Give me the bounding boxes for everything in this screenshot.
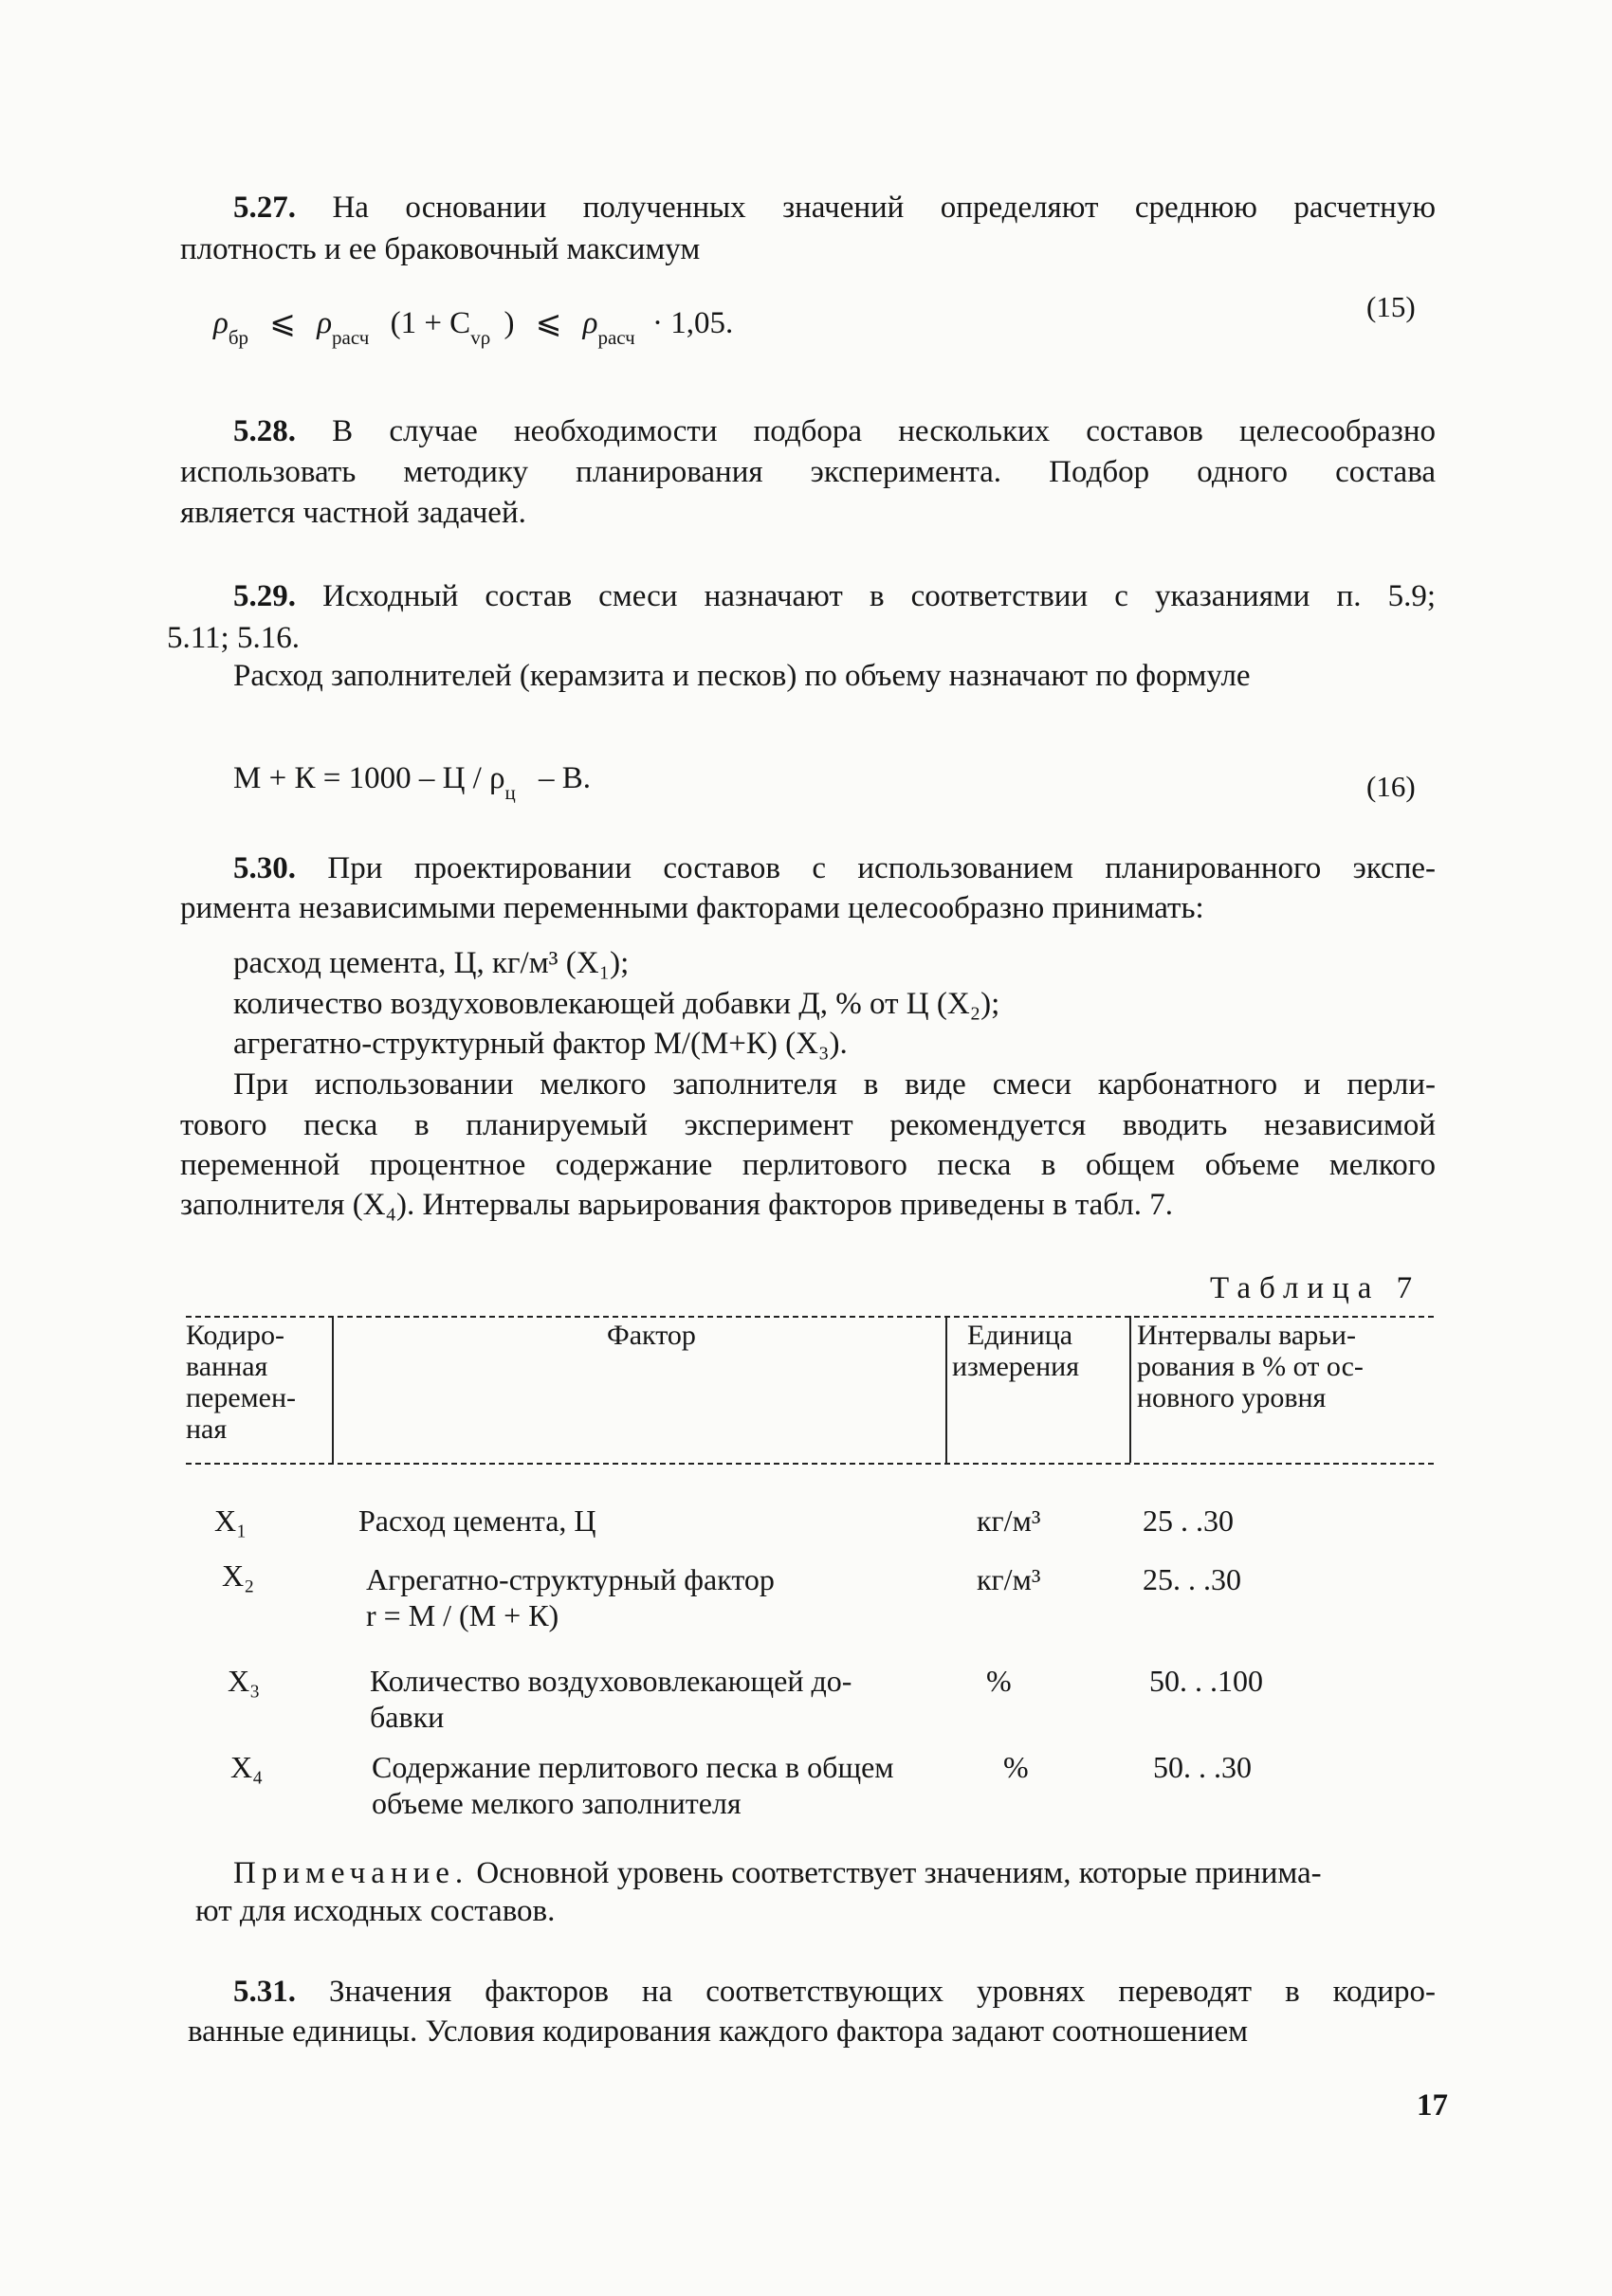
paragraph-5-27-line-2: плотность и ее браковочный максимум [180,232,701,266]
equation-15: $\rho_{бр}$ ⩽ $\rho_{расч}$ ($1 + C_{v\rho}$ ) ⩽ $\rho_{расч} \cdot 1,05$. [213,306,734,349]
paragraph-5-28-line-2: использовать методику планирования эксперимента. Подбор одного состава [180,455,1436,489]
paragraph-5-29-line-3: Расход заполнителей (керамзита и песков) по объему назначают по формуле [233,659,1251,693]
table-note-line-2: ют для исходных составов. [195,1894,556,1928]
paragraph-5-30-line-4: тового песка в планируемый эксперимент рекомендуется вводить независимой [180,1108,1436,1142]
table-header-rule [186,1463,1434,1465]
paragraph-5-29-line-2: 5.11; 5.16. [167,621,300,655]
table-caption: Таблица 7 [1210,1271,1421,1305]
equation-16-number: (16) [1366,770,1416,803]
paragraph-5-31-line-2: ванные единицы. Условия кодирования каждого фактора задают соотношением [188,2014,1249,2049]
factor-list-item-3: агрегатно-структурный фактор М/(М+К) (X₃). [233,1027,848,1061]
paragraph-5-31-line-1: 5.31. Значения факторов на соответствующих уровнях переводят в кодиро- [233,1975,1437,2009]
paragraph-5-30-line-1: 5.30. При проектировании составов с использованием планированного экспе- [233,851,1437,885]
table-top-rule [186,1316,1434,1318]
factor-list-item-2: количество воздухововлекающей добавки Д, % от Ц (X₂); [233,987,1000,1021]
equation-16: $М + К = 1000 - Ц / \rho_ц - В$. [233,761,592,804]
table-divider-1 [332,1316,334,1463]
paragraph-5-30-line-2: римента независимыми переменными факторами целесообразно принимать: [180,891,1204,925]
paragraph-5-27-line-1 [233,188,1436,228]
table-divider-2 [945,1316,947,1463]
paragraph-5-28-line-1: 5.28. В случае необходимости подбора нескольких составов целесообразно [233,414,1436,448]
document-page: 5.27. На основании полученных значений определяют среднюю расчетную плотность и ее браковочный максимум $\rho_{бр}$ ⩽ $\rho_{расч}$ ($1 + C_{v\rho}$ ) ⩽ $\rho_{расч} \cdot 1,05$. (15) 5.28. В случае необходимости подбора нескольких составов целесообразно использовать методику планирования эксперимента. Подбор одного состава является частной задачей. 5.29. Исходный состав смеси назначают в соответствии с указаниями п. 5.9; 5.11; 5.16. Расход заполнителей (керамзита и песков) по объему назначают по формуле $М + К = 1000 - Ц / \rho_ц - В$. (16) 5.30. При проектировании составов с использованием планированного экспе- римента независимыми переменными факторами целесообразно принимать: расход цемента, Ц, кг/м³ (X₁); количество воздухововлекающей добавки Д, % от Ц (X₂); агрегатно-структурный фактор М/(М+К) (X₃). При использовании мелкого заполнителя в виде смеси карбонатного и перли- тового песка в планируемый эксперимент рекомендуется вводить независимой переменной процентное содержание перлитового песка в общем объеме мелкого заполнителя (X₄). Интервалы варьирования факторов приведены в табл. 7. Таблица 7 Кодиро- ванная перемен- ная Фактор Единица измерения Интервалы варьи- рования в % от ос- новного уровня X₁ Расход цемента, Ц кг/м³ 25 . .30 X₂ Агрегатно-структурный фактор r = М / (М + К) кг/м³ 25. . .30 X₃ Количество воздухововлекающей до- бавки % 50. . .100 X₄ Содержание перлитового песка в общем объеме мелкого заполнителя % 50. . .30 Примечание. Основной уровень соответствует значениям, которые принима- ют для исходных составов. 5.31. Значения факторов на соответствующих уровнях переводят в кодиро- ванные единицы. Условия кодирования каждого фактора задают соотношением 17 [0,0,1612,2296]
table-note-line-1: Примечание. Основной уровень соответствует значениям, которые принима- [233,1856,1322,1890]
table-divider-3 [1129,1316,1131,1463]
table-header-factor: Фактор [607,1320,696,1351]
paragraph-5-29-line-1: 5.29. Исходный состав смеси назначают в соответствии с указаниями п. 5.9; [233,579,1437,613]
factor-list-item-1: расход цемента, Ц, кг/м³ (X₁); [233,946,630,980]
paragraph-5-30-line-3: При использовании мелкого заполнителя в виде смеси карбонатного и перли- [233,1067,1436,1102]
paragraph-5-30-line-6: заполнителя (X₄). Интервалы варьирования факторов приведены в табл. 7. [180,1188,1173,1222]
section-number: 5.27. [233,191,296,225]
equation-15-number: (15) [1366,290,1416,323]
paragraph-5-28-line-3: является частной задачей. [180,496,526,530]
paragraph-5-30-line-5: переменной процентное содержание перлитового песка в общем объеме мелкого [180,1148,1436,1182]
page-number: 17 [1417,2088,1448,2123]
paragraph-text: На основании полученных значений определяют среднюю расчетную [332,191,1436,225]
